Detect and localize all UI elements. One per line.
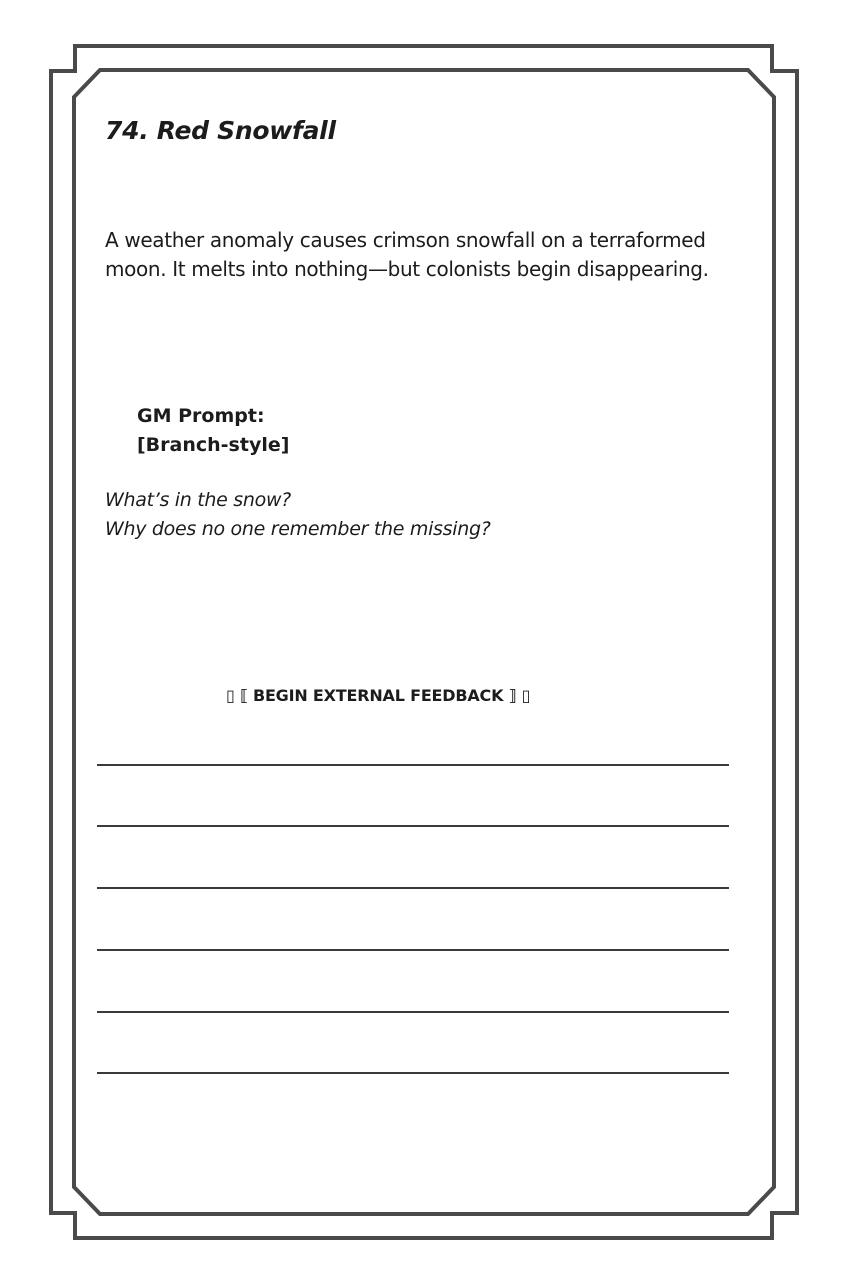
question-2: Why does no one remember the missing? xyxy=(105,518,491,540)
question-1: What’s in the snow? xyxy=(105,489,291,511)
writing-line xyxy=(97,825,729,827)
feedback-heading: ▯ ⟦ BEGIN EXTERNAL FEEDBACK ⟧ ▯ xyxy=(226,686,531,705)
prompt-questions xyxy=(105,486,491,544)
writing-line xyxy=(97,887,729,889)
gm-prompt-label: GM Prompt: xyxy=(137,405,265,427)
writing-line xyxy=(97,1072,729,1074)
writing-line xyxy=(97,764,729,766)
outer-border xyxy=(51,46,797,1238)
gm-prompt xyxy=(137,402,289,460)
writing-line xyxy=(97,1011,729,1013)
writing-line xyxy=(97,949,729,951)
card-title: 74. Red Snowfall xyxy=(105,116,336,145)
card-description: A weather anomaly causes crimson snowfall on a terraformed moon. It melts into nothing—but colonists begin disappearing. xyxy=(105,228,709,281)
gm-prompt-style: [Branch-style] xyxy=(137,434,290,456)
